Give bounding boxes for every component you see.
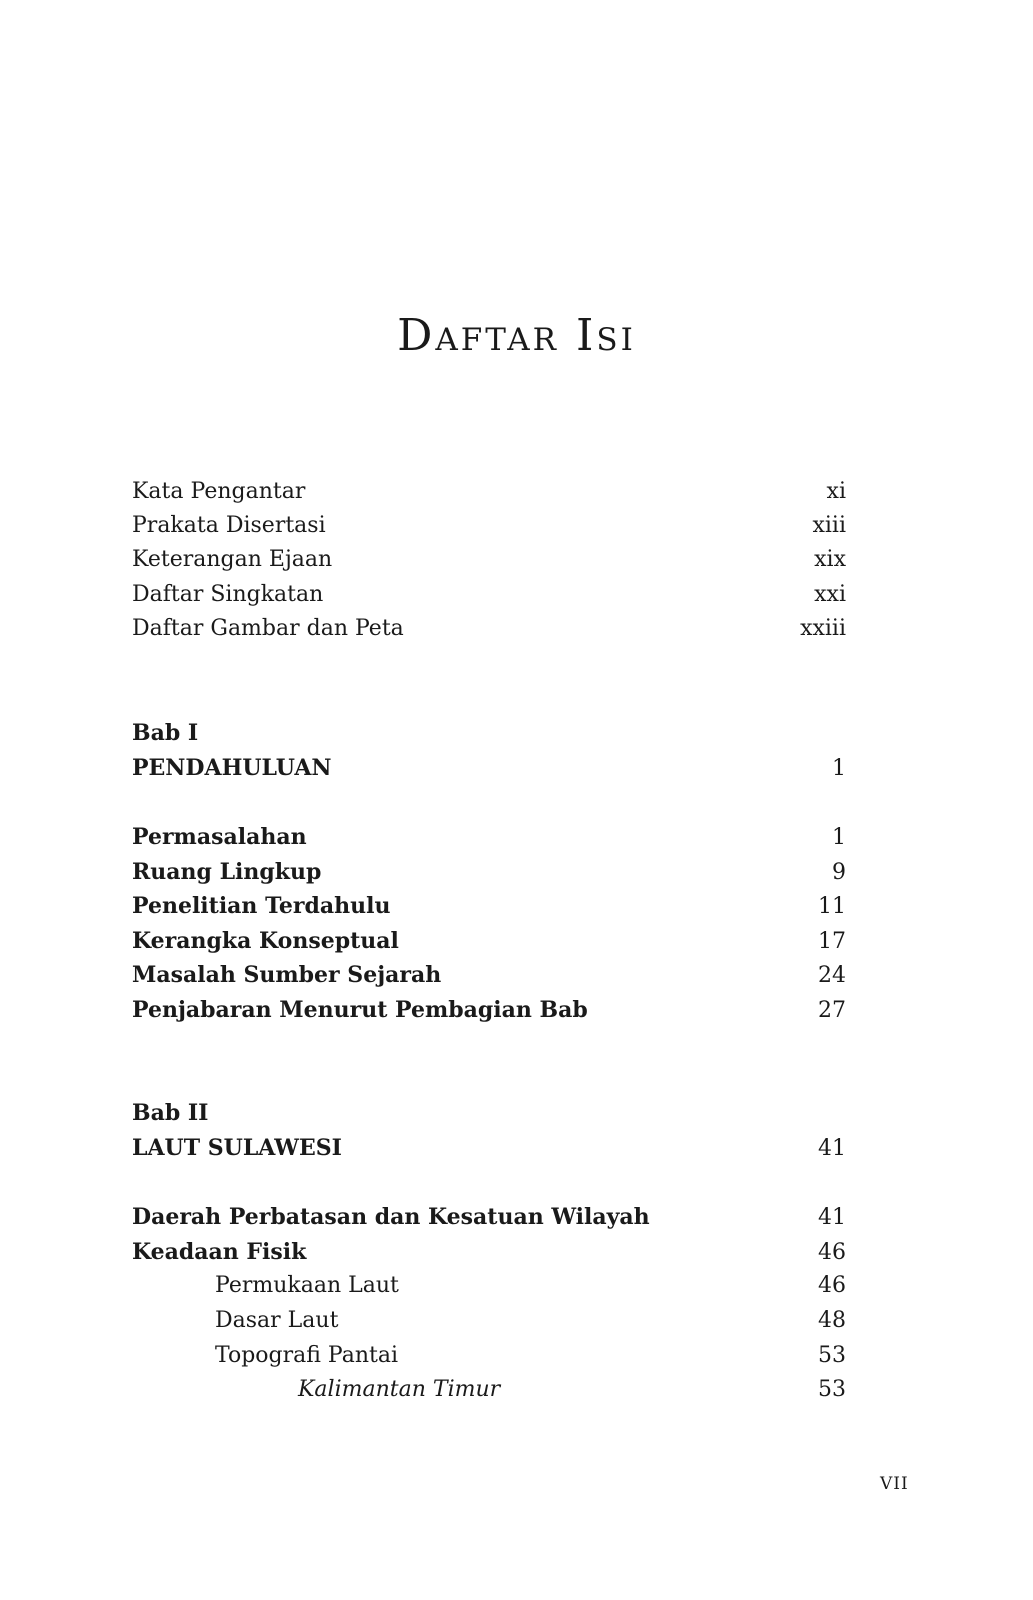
toc-subsubsection (298, 1375, 846, 1405)
chapter-title (132, 1133, 846, 1163)
chapter-page: 41 (818, 1136, 846, 1161)
toc-section-label: Ruang Lingkup (132, 859, 322, 885)
chapter-number (132, 1098, 846, 1128)
toc-subsection-label: Dasar Laut (215, 1308, 339, 1333)
toc-section-page: 46 (818, 1240, 846, 1265)
toc-subsection-label: Topografi Pantai (215, 1343, 399, 1368)
toc-subsection-page: 53 (818, 1343, 846, 1368)
toc-entry-label: Keterangan Ejaan (132, 547, 333, 572)
toc-entry (132, 511, 846, 541)
chapter-number-label: Bab II (132, 1100, 209, 1126)
chapter-title-label: PENDAHULUAN (132, 755, 332, 781)
toc-section (132, 1237, 846, 1267)
toc-section (132, 995, 846, 1025)
toc-subsection-label: Permukaan Laut (215, 1273, 399, 1298)
toc-section-label: Keadaan Fisik (132, 1239, 307, 1265)
toc-section-page: 11 (818, 894, 846, 919)
toc-section-page: 17 (818, 929, 846, 954)
toc-entry-page: xxi (814, 582, 846, 607)
toc-entry-label: Daftar Singkatan (132, 582, 324, 607)
chapter-number (132, 718, 846, 748)
toc-subsection-page: 48 (818, 1308, 846, 1333)
toc-entry (132, 580, 846, 610)
toc-entry-page: xxiii (800, 616, 846, 641)
toc-section-label: Penelitian Terdahulu (132, 893, 391, 919)
toc-entry-page: xiii (812, 513, 846, 538)
toc-entry-label: Kata Pengantar (132, 479, 306, 504)
toc-entry-page: xix (814, 547, 846, 572)
toc-entry (132, 545, 846, 575)
toc-section (132, 891, 846, 921)
toc-subsubsection-label: Kalimantan Timur (298, 1377, 501, 1402)
toc-subsection (215, 1306, 846, 1336)
toc-subsection-page: 46 (818, 1273, 846, 1298)
page-number: VII (880, 1474, 909, 1494)
toc-entry-page: xi (826, 479, 846, 504)
toc-section-page: 24 (818, 963, 846, 988)
toc-subsection (215, 1341, 846, 1371)
toc-section-label: Kerangka Konseptual (132, 928, 399, 954)
chapter-number-label: Bab I (132, 720, 199, 746)
toc-subsubsection-page: 53 (818, 1377, 846, 1402)
toc-section-page: 9 (832, 860, 846, 885)
toc-entry-label: Prakata Disertasi (132, 513, 326, 538)
toc-section-label: Penjabaran Menurut Pembagian Bab (132, 997, 588, 1023)
toc-entry (132, 477, 846, 507)
toc-section-label: Daerah Perbatasan dan Kesatuan Wilayah (132, 1204, 650, 1230)
toc-section-label: Masalah Sumber Sejarah (132, 962, 442, 988)
toc-section (132, 1202, 846, 1232)
toc-entry-label: Daftar Gambar dan Peta (132, 616, 404, 641)
chapter-page: 1 (832, 756, 846, 781)
toc-section-page: 1 (832, 825, 846, 850)
toc-section-label: Permasalahan (132, 824, 307, 850)
chapter-title-label: LAUT SULAWESI (132, 1135, 342, 1161)
chapter-title (132, 753, 846, 783)
toc-entry (132, 614, 846, 644)
toc-section (132, 960, 846, 990)
toc-subsection (215, 1271, 846, 1301)
toc-section (132, 926, 846, 956)
toc-section-page: 41 (818, 1205, 846, 1230)
toc-section (132, 857, 846, 887)
page-title: Daftar Isi (397, 310, 636, 361)
toc-section (132, 822, 846, 852)
toc-section-page: 27 (818, 998, 846, 1023)
